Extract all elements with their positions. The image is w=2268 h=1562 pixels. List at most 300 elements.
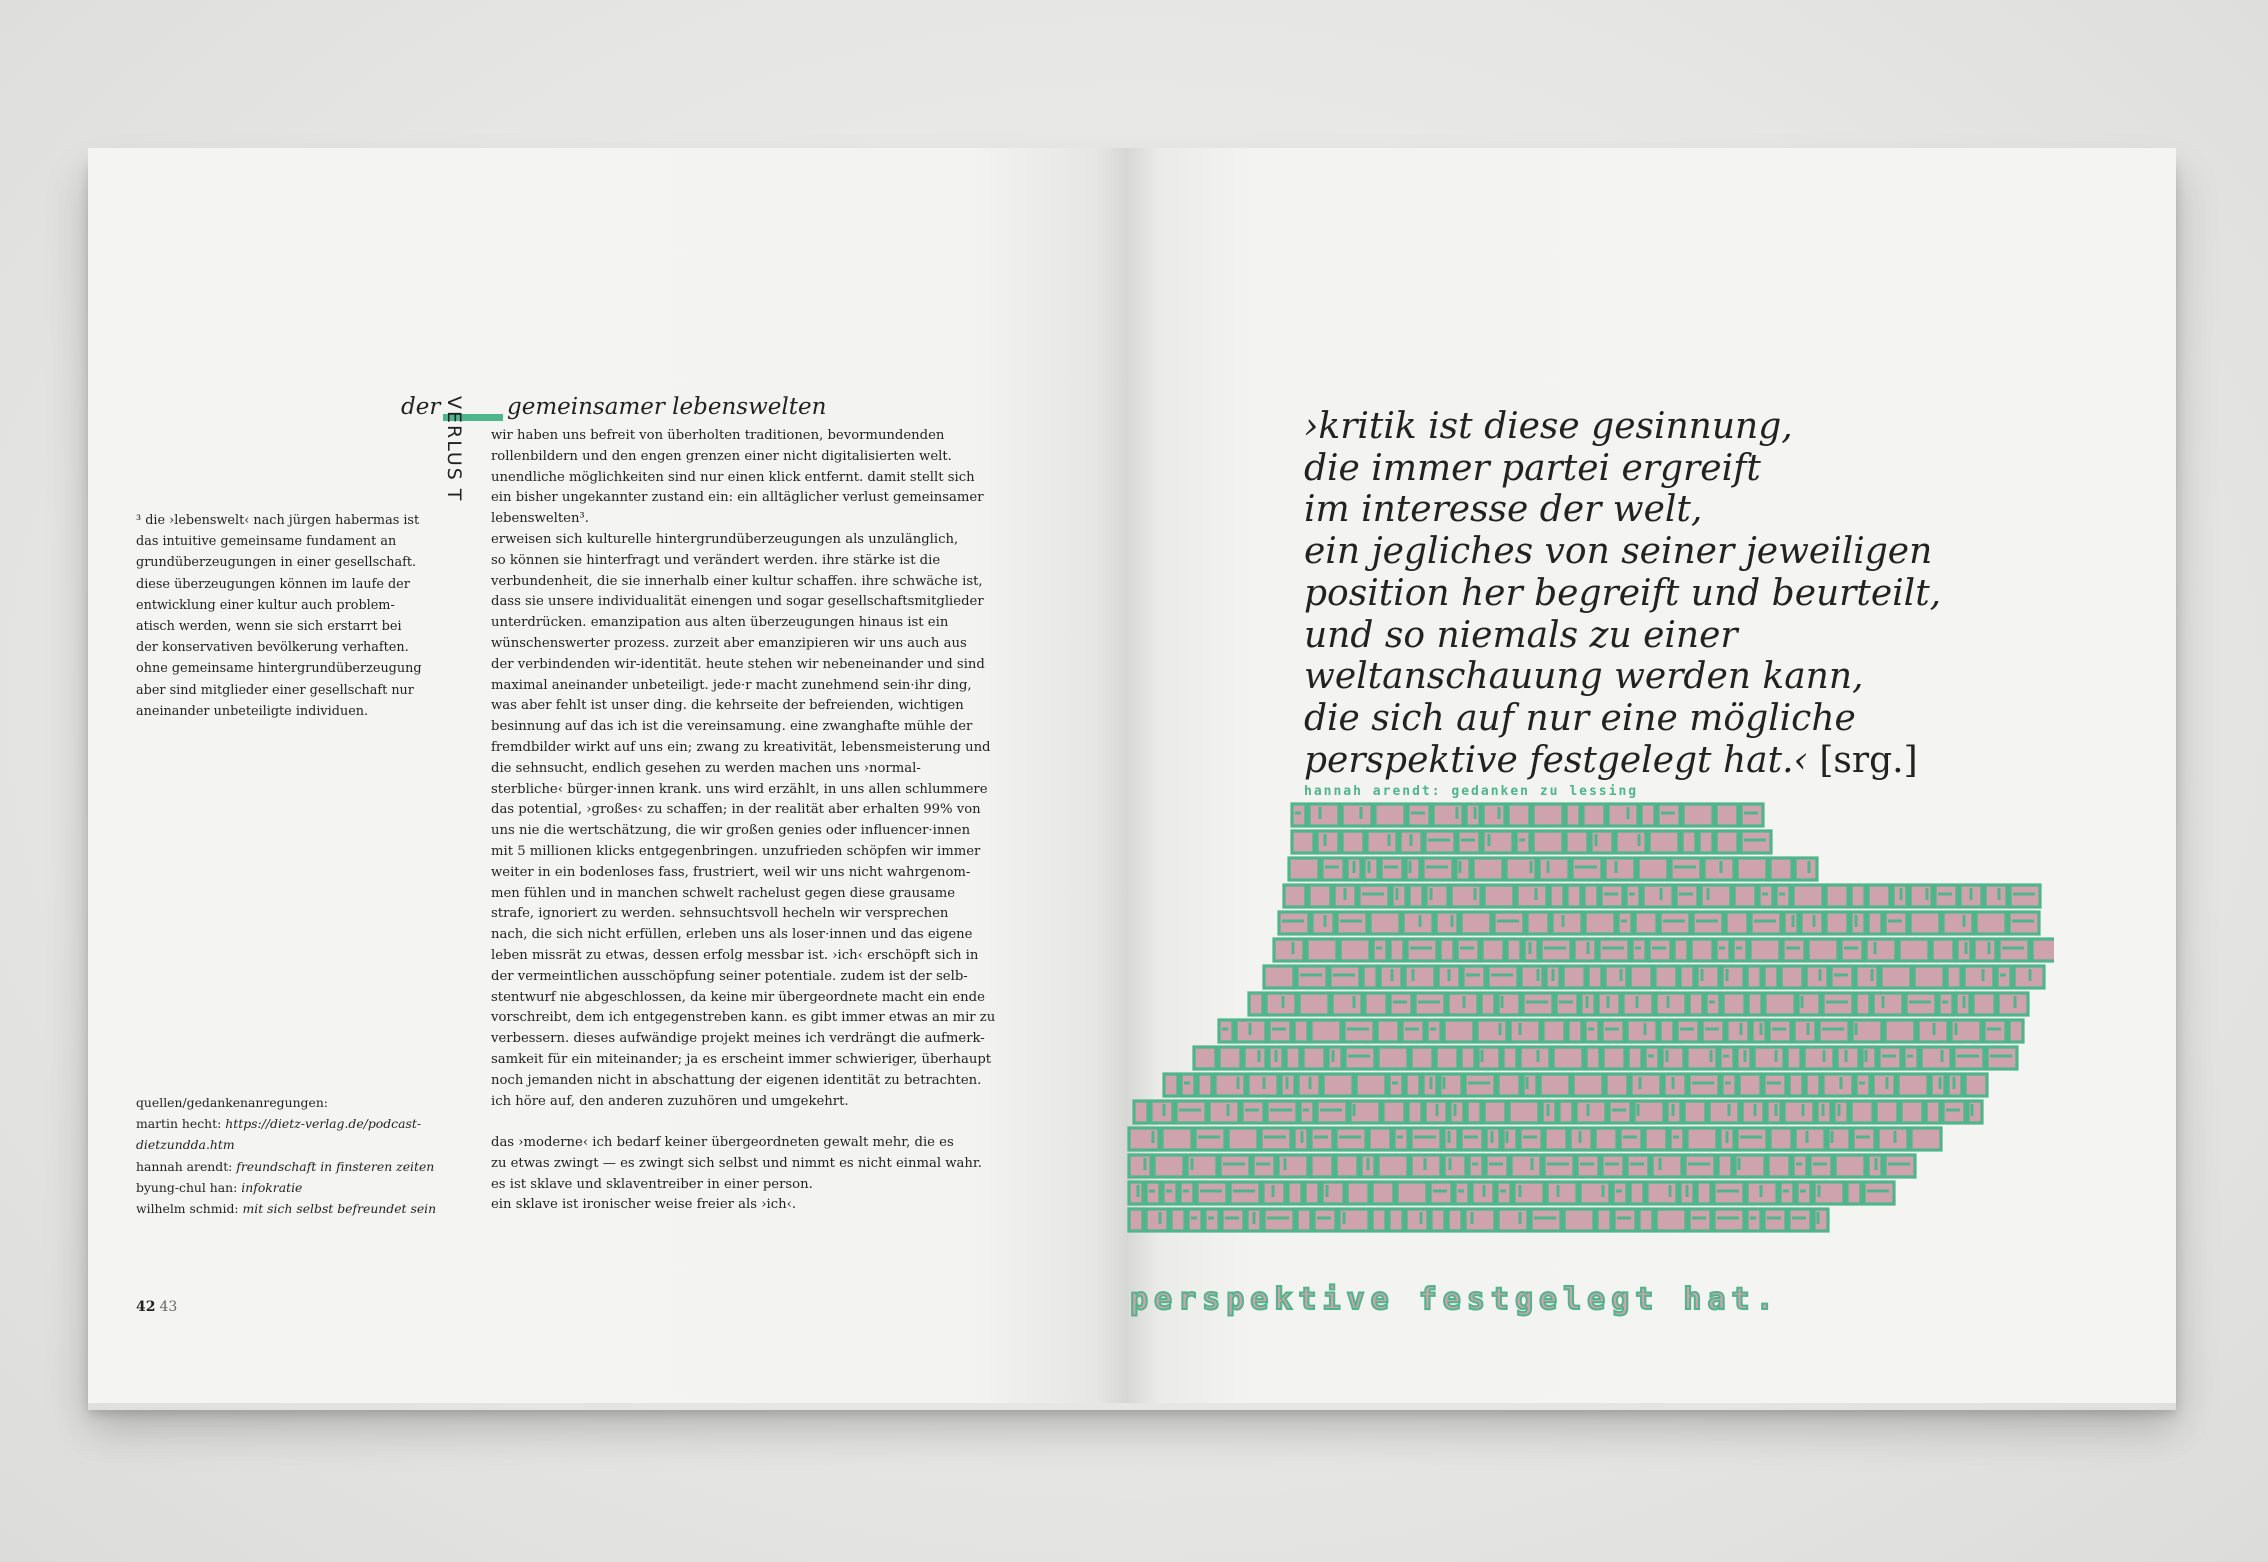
- glyph-block: [1129, 1209, 1143, 1231]
- footnote-line: atisch werden, wenn sie sich erstarrt bei: [136, 619, 402, 635]
- glyph-block: [1292, 831, 1314, 853]
- quote-line: die immer partei ergreift: [1304, 447, 1761, 489]
- glyph-block: [1407, 939, 1437, 961]
- glyph-block: [1826, 885, 1848, 907]
- glyph-block: [1312, 912, 1334, 934]
- body-line: der verbindenden wir-identität. heute stehen wir nebeneinander und sind: [491, 656, 985, 672]
- glyph-block: [1274, 939, 1304, 961]
- glyph-block: [1444, 1155, 1466, 1177]
- glyph-block: [1365, 993, 1387, 1015]
- glyph-block: [1739, 1074, 1761, 1096]
- glyph-block: [1289, 858, 1319, 880]
- glyph-block: [1481, 993, 1495, 1015]
- glyph-block: [1602, 1020, 1624, 1042]
- typographic-glyph-field: [1129, 804, 2054, 1231]
- body-line: leben missrät zu etwas, dessen erfolg messbar ist. ›ich‹ erschöpft sich in: [491, 947, 979, 963]
- glyph-block: [1586, 1047, 1600, 1069]
- glyph-block: [1162, 1128, 1192, 1150]
- glyph-block: [1706, 993, 1720, 1015]
- body-closing-line: es ist sklave und sklaventreiber in einer person.: [491, 1176, 813, 1192]
- glyph-block: [1584, 885, 1598, 907]
- body-line: noch jemanden nicht in abschattung der eigenen identität zu betrachten.: [491, 1072, 982, 1088]
- footnote-line: der konservativen bevölkerung verhaften.: [136, 640, 409, 656]
- glyph-block: [1635, 912, 1657, 934]
- glyph-block: [1674, 939, 1688, 961]
- glyph-block: [1294, 1020, 1308, 1042]
- body-paragraphs: [491, 426, 996, 1112]
- body-closing-line: das ›moderne‹ ich bedarf keiner übergeordneten gewalt mehr, die es: [491, 1135, 954, 1151]
- glyph-block: [1363, 966, 1377, 988]
- glyph-block: [1954, 1047, 1984, 1069]
- glyph-block: [1154, 1155, 1184, 1177]
- glyph-block: [2009, 912, 2039, 934]
- source-author: wilhelm schmid:: [136, 1201, 239, 1217]
- glyph-block: [1862, 1047, 1876, 1069]
- glyph-block: [1776, 885, 1790, 907]
- source-work: freundschaft in finsteren zeiten: [236, 1158, 435, 1174]
- glyph-block: [1370, 912, 1400, 934]
- glyph-block: [1685, 1155, 1715, 1177]
- glyph-block: [1808, 939, 1838, 961]
- glyph-block: [1787, 1047, 1801, 1069]
- glyph-block: [1507, 939, 1521, 961]
- glyph-block: [1423, 858, 1453, 880]
- glyph-block: [1964, 966, 1994, 988]
- glyph-block: [1503, 1128, 1517, 1150]
- glyph-block: [1577, 1155, 1599, 1177]
- glyph-block: [1194, 1047, 1216, 1069]
- glyph-block: [1129, 1155, 1151, 1177]
- glyph-block: [1583, 804, 1605, 826]
- footnote-line: das intuitive gemeinsame fundament an: [136, 534, 397, 550]
- glyph-block: [1783, 939, 1805, 961]
- title-vertical-tail: ST: [443, 467, 465, 510]
- glyph-block: [1693, 912, 1723, 934]
- body-line: erweisen sich kulturelle hintergrundüberzeugungen als unzulänglich,: [491, 531, 959, 547]
- glyph-block: [1856, 966, 1878, 988]
- glyph-block: [1603, 1047, 1625, 1069]
- body-line: verbundenheit, die sie innerhalb einer kultur schaffen. ihre schwäche ist,: [491, 573, 983, 589]
- glyph-block: [1718, 1155, 1732, 1177]
- quote-line: weltanschauung werden kann,: [1304, 656, 1864, 698]
- glyph-block: [1819, 1020, 1849, 1042]
- glyph-block: [1716, 939, 1730, 961]
- glyph-block: [1748, 993, 1762, 1015]
- glyph-block: [1714, 1209, 1744, 1231]
- glyph-block: [1605, 858, 1635, 880]
- glyph-block: [1609, 1101, 1631, 1123]
- glyph-block: [1834, 1101, 1848, 1123]
- glyph-block: [1616, 831, 1646, 853]
- glyph-block: [1297, 966, 1327, 988]
- glyph-block: [1484, 885, 1514, 907]
- glyph-block: [1411, 1047, 1433, 1069]
- glyph-block: [1853, 1128, 1875, 1150]
- glyph-block: [1367, 831, 1397, 853]
- glyph-block: [1484, 1101, 1506, 1123]
- glyph-block: [1585, 912, 1615, 934]
- glyph-block: [1510, 1020, 1540, 1042]
- glyph-block: [1742, 1101, 1764, 1123]
- glyph-block: [1682, 831, 1696, 853]
- glyph-block: [1631, 1074, 1661, 1096]
- glyph-block: [1444, 1020, 1474, 1042]
- glyph-block: [1585, 1020, 1599, 1042]
- glyph-block: [1483, 804, 1505, 826]
- glyph-block: [1680, 966, 1694, 988]
- glyph-block: [1373, 939, 1387, 961]
- title-rest: gemeinsamer lebenswelten: [507, 394, 827, 420]
- glyph-block: [1716, 804, 1738, 826]
- glyph-block: [1689, 1074, 1719, 1096]
- glyph-block: [1566, 831, 1588, 853]
- quote-line: die sich auf nur eine mögliche: [1304, 697, 1856, 739]
- glyph-block: [2032, 939, 2054, 961]
- glyph-block: [1517, 885, 1547, 907]
- glyph-block: [1508, 804, 1530, 826]
- glyph-block: [1527, 912, 1549, 934]
- glyph-block: [1486, 1155, 1508, 1177]
- glyph-block: [1656, 1209, 1686, 1231]
- footnote: [136, 510, 422, 722]
- glyph-block: [1602, 1155, 1624, 1177]
- glyph-block: [1591, 831, 1613, 853]
- glyph-block: [1219, 1047, 1241, 1069]
- glyph-block: [1292, 804, 1306, 826]
- body-line: ich höre auf, den anderen zuzuhören und umgekehrt.: [491, 1093, 849, 1109]
- glyph-block: [1998, 993, 2028, 1015]
- glyph-block: [1709, 1101, 1739, 1123]
- glyph-block: [1835, 1155, 1865, 1177]
- quote-line-last: [1304, 739, 1918, 782]
- glyph-block: [1249, 993, 1263, 1015]
- glyph-block: [1987, 1047, 2017, 1069]
- glyph-block: [1427, 1020, 1441, 1042]
- glyph-block: [1539, 858, 1569, 880]
- glyph-block: [1684, 1101, 1706, 1123]
- footnote-line: aber sind mitglieder einer gesellschaft nur: [136, 682, 414, 698]
- glyph-block: [1264, 1209, 1294, 1231]
- glyph-block: [1806, 966, 1828, 988]
- glyph-block: [1266, 993, 1296, 1015]
- glyph-block: [1205, 1209, 1219, 1231]
- glyph-block: [1914, 966, 1944, 988]
- glyph-block: [1309, 885, 1331, 907]
- glyph-block: [1215, 1074, 1245, 1096]
- body-line: nach, die sich nicht erfüllen, erleben uns als loser·innen und das eigene: [491, 927, 973, 943]
- sources: [136, 1092, 436, 1219]
- glyph-block: [1806, 1074, 1820, 1096]
- glyph-block: [1837, 1047, 1859, 1069]
- glyph-block: [1164, 1074, 1178, 1096]
- glyph-block: [1876, 1101, 1898, 1123]
- glyph-block: [1372, 1209, 1386, 1231]
- glyph-block: [1440, 939, 1454, 961]
- glyph-block: [1311, 1128, 1333, 1150]
- glyph-block: [1655, 966, 1677, 988]
- glyph-block: [1323, 1074, 1353, 1096]
- glyph-block: [1553, 1047, 1583, 1069]
- glyph-block: [1866, 939, 1896, 961]
- glyph-block: [1722, 1074, 1736, 1096]
- source-work: https://dietz-verlag.de/podcast-: [225, 1116, 422, 1132]
- glyph-block: [1784, 912, 1798, 934]
- glyph-block: [1425, 831, 1455, 853]
- glyph-block: [1645, 1047, 1659, 1069]
- body-closing-line: ein sklave ist ironischer weise freier als ›ich‹.: [491, 1197, 797, 1213]
- glyph-block: [1209, 1101, 1239, 1123]
- glyph-block: [1299, 993, 1329, 1015]
- glyph-block: [1921, 1047, 1951, 1069]
- glyph-block: [1643, 885, 1673, 907]
- glyph-block: [1284, 885, 1306, 907]
- body-line: das potential, ›großes‹ zu schaffen; in der realität aber erhalten 99% von: [491, 802, 981, 818]
- glyph-block: [1503, 1047, 1517, 1069]
- glyph-block: [1784, 1101, 1814, 1123]
- glyph-block: [1509, 1101, 1539, 1123]
- glyph-block: [1269, 1020, 1291, 1042]
- glyph-block: [1146, 1182, 1160, 1204]
- glyph-block: [1278, 1155, 1308, 1177]
- glyph-block: [1377, 1020, 1399, 1042]
- glyph-block: [1342, 831, 1364, 853]
- glyph-block: [1595, 1128, 1617, 1150]
- glyph-block: [1465, 1074, 1495, 1096]
- glyph-block: [1789, 1209, 1811, 1231]
- glyph-block: [1601, 885, 1623, 907]
- glyph-block: [1520, 1128, 1542, 1150]
- glyph-block: [2009, 1020, 2023, 1042]
- glyph-block: [1494, 912, 1524, 934]
- glyph-block: [1383, 1101, 1405, 1123]
- glyph-block: [1253, 1155, 1275, 1177]
- glyph-block: [1378, 1047, 1408, 1069]
- glyph-block: [1328, 1047, 1342, 1069]
- glyph-block: [1436, 912, 1458, 934]
- glyph-block: [1689, 993, 1703, 1015]
- glyph-block: [1330, 966, 1360, 988]
- glyph-block: [1769, 1020, 1791, 1042]
- title-vertical-main: VERLU: [443, 396, 465, 468]
- glyph-block: [1641, 804, 1655, 826]
- glyph-block: [1286, 1047, 1300, 1069]
- glyph-block: [1455, 1182, 1469, 1204]
- glyph-block: [1180, 1182, 1194, 1204]
- glyph-block: [1662, 1047, 1684, 1069]
- source-item: [136, 1113, 436, 1134]
- glyph-block: [1482, 939, 1504, 961]
- glyph-block: [1347, 1182, 1369, 1204]
- glyph-block: [1931, 1074, 1945, 1096]
- glyph-block: [1656, 993, 1686, 1015]
- folio-left: 42: [136, 1299, 156, 1315]
- glyph-block: [1741, 831, 1771, 853]
- glyph-block: [1752, 1020, 1766, 1042]
- glyph-block: [1305, 1182, 1319, 1204]
- glyph-block: [1342, 804, 1372, 826]
- glyph-block: [1627, 1020, 1657, 1042]
- glyph-block: [1520, 1047, 1550, 1069]
- glyph-block: [1911, 1128, 1941, 1150]
- glyph-block: [1297, 1209, 1311, 1231]
- glyph-block: [1431, 1209, 1445, 1231]
- glyph-block: [1632, 939, 1646, 961]
- glyph-block: [1390, 993, 1412, 1015]
- glyph-block: [1556, 993, 1578, 1015]
- body-line: stentwurf nie abgeschlossen, da keine mir übergeordnete macht ein ende: [491, 989, 985, 1005]
- glyph-block: [1759, 885, 1773, 907]
- glyph-block: [1687, 1128, 1717, 1150]
- glyph-block: [1461, 1128, 1483, 1150]
- glyph-block: [1733, 939, 1747, 961]
- glyph-block: [1171, 1209, 1185, 1231]
- glyph-block: [1689, 1209, 1711, 1231]
- glyph-block: [1851, 912, 1865, 934]
- glyph-block: [1630, 966, 1652, 988]
- quote-attribution: hannah arendt: gedanken zu lessing: [1304, 784, 1639, 799]
- body-line: uns nie die wertschätzung, die wir großen genies oder influencer·innen: [491, 823, 971, 839]
- quote-line: position her begreift und beurteilt,: [1304, 572, 1942, 614]
- glyph-block: [1300, 1101, 1314, 1123]
- body-line: maximal aneinander unbeteiligt. jede·r macht zunehmend sein·ihr ding,: [491, 677, 972, 693]
- glyph-block: [1552, 912, 1582, 934]
- glyph-block: [1885, 1020, 1915, 1042]
- glyph-block: [1541, 939, 1571, 961]
- glyph-block: [1781, 966, 1803, 988]
- glyph-block: [1340, 939, 1370, 961]
- glyph-block: [1436, 1047, 1458, 1069]
- glyph-block: [1545, 1128, 1567, 1150]
- quote-line: ›kritik ist diese gesinnung,: [1304, 406, 1793, 447]
- glyph-block: [1559, 1101, 1573, 1123]
- glyph-block: [1793, 1155, 1807, 1177]
- glyph-block: [1550, 885, 1564, 907]
- glyph-block: [1943, 912, 1973, 934]
- glyph-block: [1926, 1101, 1940, 1123]
- glyph-block: [1794, 1020, 1816, 1042]
- glyph-block: [1456, 858, 1470, 880]
- glyph-block: [1567, 885, 1581, 907]
- glyph-block: [1394, 1128, 1408, 1150]
- body-line: besinnung auf das ich ist die vereinsamung. eine zwanghafte mühle der: [491, 719, 973, 735]
- glyph-block: [1444, 1128, 1458, 1150]
- glyph-block: [1523, 993, 1553, 1015]
- glyph-block: [1307, 939, 1337, 961]
- source-work: infokratie: [241, 1179, 303, 1195]
- glyph-block: [1868, 912, 1882, 934]
- glyph-block: [1543, 1020, 1565, 1042]
- glyph-block: [1973, 993, 1995, 1015]
- glyph-block: [1751, 912, 1781, 934]
- body-line: fremdbilder wirkt auf uns ein; zwang zu kreativität, lebensmeisterung und: [491, 739, 991, 755]
- glyph-block: [1864, 1182, 1894, 1204]
- glyph-block: [1309, 804, 1339, 826]
- glyph-block: [1467, 1101, 1481, 1123]
- glyph-block: [1804, 1047, 1834, 1069]
- glyph-block: [1303, 1047, 1325, 1069]
- glyph-block: [1768, 1155, 1790, 1177]
- glyph-block: [1770, 858, 1792, 880]
- glyph-block: [1322, 1182, 1344, 1204]
- glyph-block: [1823, 1074, 1853, 1096]
- glyph-block: [1974, 939, 1996, 961]
- glyph-block: [1498, 1074, 1520, 1096]
- glyph-block: [1720, 1047, 1734, 1069]
- glyph-block: [1129, 1182, 1143, 1204]
- glyph-block: [1477, 1020, 1507, 1042]
- glyph-block: [1176, 1101, 1206, 1123]
- glyph-block: [1885, 1155, 1915, 1177]
- source-item: [136, 1177, 436, 1198]
- footnote-line: entwicklung einer kultur auch problem-: [136, 597, 395, 613]
- body-line: dass sie unsere individualität einengen und sogar gesellschaftsmitglieder: [491, 594, 984, 610]
- quote-line: ein jegliches von seiner jeweiligen: [1304, 531, 1933, 573]
- glyph-block: [1613, 1182, 1627, 1204]
- glyph-block: [1658, 804, 1680, 826]
- glyph-block: [1415, 993, 1445, 1015]
- glyph-block: [1469, 1155, 1483, 1177]
- glyph-block: [1574, 939, 1596, 961]
- glyph-block: [1797, 1182, 1811, 1204]
- glyph-block: [1322, 858, 1344, 880]
- glyph-block: [1390, 939, 1404, 961]
- typographic-artwork: [1124, 796, 2054, 1326]
- glyph-block: [1630, 1182, 1644, 1204]
- glyph-block: [1411, 1128, 1441, 1150]
- footnote-line: ohne gemeinsame hintergrundüberzeugung: [136, 661, 422, 677]
- paragraph-gap: [491, 1112, 981, 1133]
- glyph-block: [1337, 912, 1367, 934]
- glyph-block: [1242, 1101, 1264, 1123]
- glyph-block: [1727, 1020, 1749, 1042]
- body-closing-line: zu etwas zwingt — es zwingt sich selbst und nimmt es nicht einmal wahr.: [491, 1155, 982, 1171]
- glyph-block: [1516, 831, 1530, 853]
- source-author: hannah arendt:: [136, 1158, 233, 1174]
- glyph-block: [1402, 1020, 1424, 1042]
- glyph-block: [1372, 1182, 1394, 1204]
- glyph-block: [1898, 1074, 1928, 1096]
- source-work: dietzundda.htm: [136, 1137, 235, 1153]
- glyph-block: [1336, 1128, 1366, 1150]
- glyph-block: [1702, 1020, 1724, 1042]
- glyph-block: [1639, 1209, 1653, 1231]
- glyph-block: [1999, 939, 2029, 961]
- glyph-block: [1841, 939, 1863, 961]
- footnote-line: diese überzeugungen können im laufe der: [136, 576, 410, 592]
- glyph-block: [1649, 939, 1671, 961]
- glyph-block: [1856, 1074, 1870, 1096]
- glyph-block: [1345, 1047, 1375, 1069]
- glyph-block: [1823, 993, 1853, 1015]
- glyph-block: [1588, 966, 1602, 988]
- page-numbers: [136, 1299, 177, 1315]
- body-line: unendliche möglichkeiten sind nur einen klick entfernt. damit stellt sich: [491, 469, 975, 485]
- body-line: die sehnsucht, endlich gesehen zu werden machen uns ›normal-: [491, 760, 921, 776]
- glyph-block: [1939, 993, 1953, 1015]
- glyph-block: [1754, 1047, 1784, 1069]
- glyph-block: [1810, 1155, 1832, 1177]
- glyph-block: [1463, 966, 1485, 988]
- glyph-block: [1664, 1074, 1686, 1096]
- glyph-block: [1163, 1182, 1177, 1204]
- title-prefix: der: [401, 394, 441, 420]
- glyph-block: [1409, 885, 1423, 907]
- glyph-block: [1965, 1074, 1987, 1096]
- glyph-block: [1935, 885, 1957, 907]
- glyph-block: [1572, 858, 1602, 880]
- glyph-block: [1597, 1209, 1611, 1231]
- glyph-block: [1279, 912, 1309, 934]
